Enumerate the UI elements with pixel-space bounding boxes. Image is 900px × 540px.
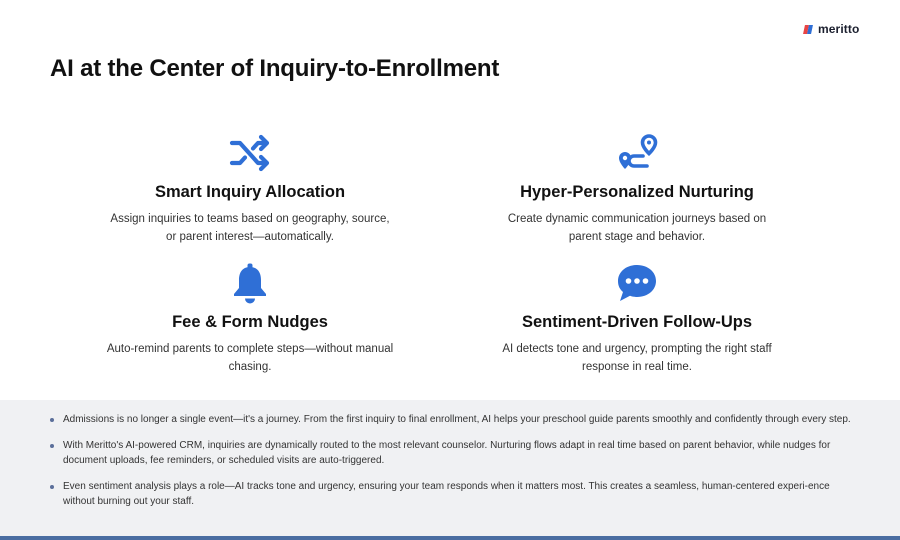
summary-panel (0, 400, 900, 536)
feature-sentiment-driven-follow-ups (487, 261, 787, 376)
chat-bubble-icon (615, 261, 659, 305)
brand-logo (804, 22, 859, 36)
feature-title: Hyper-Personalized Nurturing (520, 183, 754, 201)
summary-bullet: Admissions is no longer a single event—it's a journey. From the first inquiry to final enrollment, AI helps your preschool guide parents smoothly and confidently through every step. (50, 412, 860, 427)
feature-title: Fee & Form Nudges (172, 313, 328, 331)
summary-bullet: With Meritto's AI-powered CRM, inquiries are dynamically routed to the most relevant counselor. Nurturing flows adapt in real time based on parent behavior, while nudges for document uploads, fee reminders, or scheduled visits are auto-triggered. (50, 438, 860, 468)
feature-description: Auto-remind parents to complete steps—without manual chasing. (106, 343, 394, 373)
summary-bullet: Even sentiment analysis plays a role—AI tracks tone and urgency, ensuring your team responds when it matters most. This creates a seamless, human-centered experi-ence without burning out your staff. (50, 479, 860, 509)
feature-description: AI detects tone and urgency, prompting the right staff response in real time. (502, 343, 772, 373)
bell-icon (228, 261, 272, 305)
page-title: AI at the Center of Inquiry-to-Enrollment (50, 55, 500, 82)
feature-hyper-personalized-nurturing (487, 131, 787, 246)
feature-description: Create dynamic communication journeys based on parent stage and behavior. (507, 213, 767, 243)
shuffle-icon (228, 131, 272, 175)
feature-description: Assign inquiries to teams based on geography, source, or parent interest—automatically. (110, 213, 390, 243)
feature-fee-form-nudges (100, 261, 400, 376)
meritto-logo-icon (804, 25, 815, 34)
feature-title: Smart Inquiry Allocation (154, 183, 346, 201)
feature-title: Sentiment-Driven Follow-Ups (521, 313, 753, 331)
brand-name: meritto (818, 22, 860, 36)
feature-smart-inquiry-allocation (100, 131, 400, 246)
footer-accent-bar (0, 536, 900, 540)
route-icon (615, 131, 659, 175)
